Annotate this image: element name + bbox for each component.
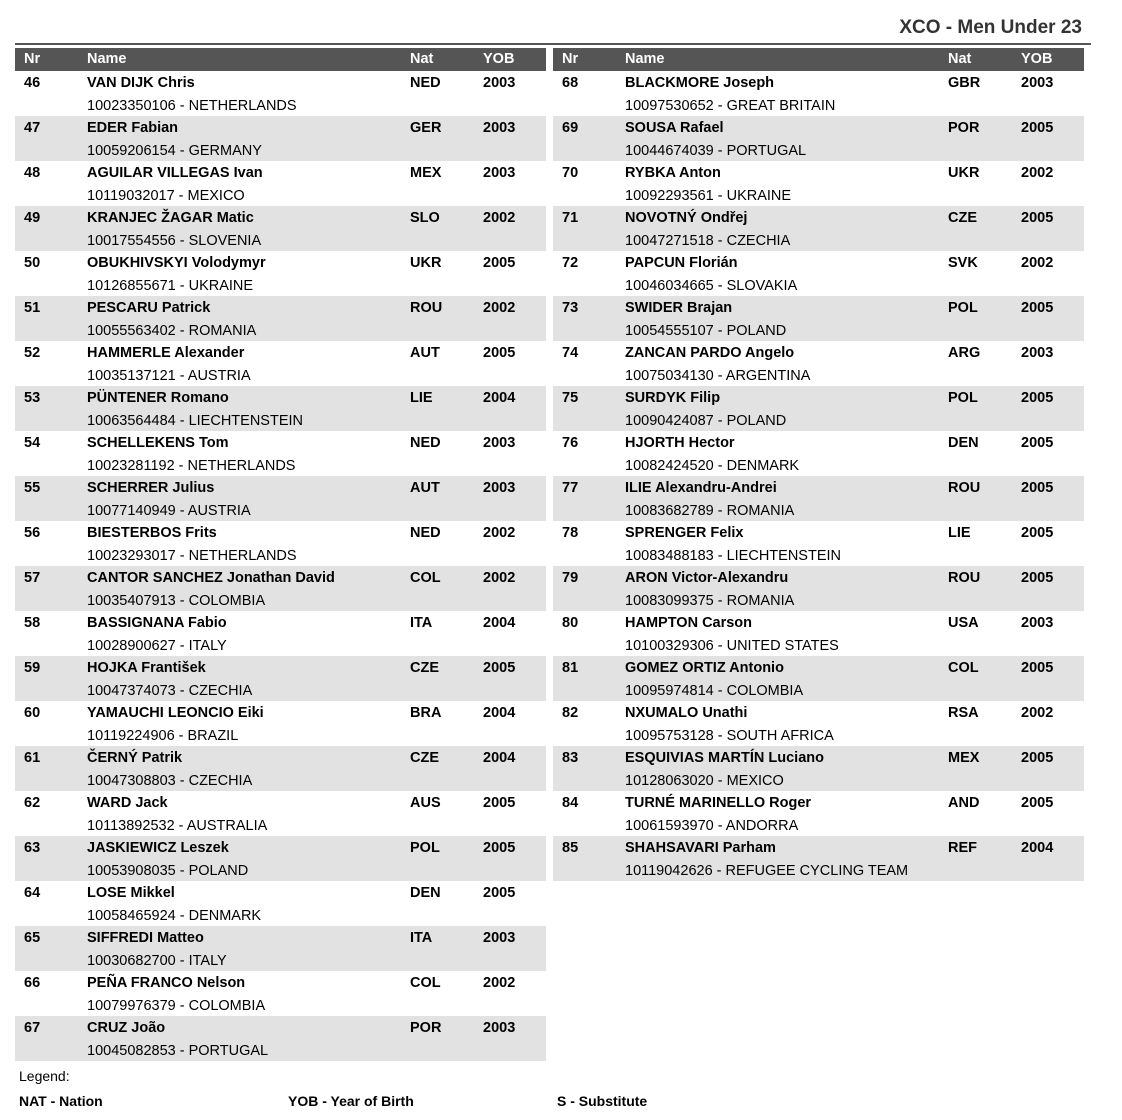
rider-number: 46 [24, 75, 41, 91]
rider-uci-id: 10017554556 - SLOVENIA [87, 233, 262, 249]
rider-name: ZANCAN PARDO Angelo [625, 345, 795, 361]
rider-yob: 2004 [1021, 840, 1054, 856]
rider-yob: 2003 [483, 165, 516, 181]
header-yob: YOB [483, 51, 515, 67]
rider-number: 81 [562, 660, 579, 676]
rider-name: HOJKA František [87, 660, 206, 676]
rider-name: ARON Victor-Alexandru [625, 570, 789, 586]
rider-nation: MEX [410, 165, 442, 181]
rider-name: GOMEZ ORTIZ Antonio [625, 660, 784, 676]
table-row [553, 206, 1084, 251]
rider-yob: 2002 [1021, 705, 1054, 721]
rider-yob: 2005 [1021, 525, 1054, 541]
rider-number: 59 [24, 660, 41, 676]
rider-yob: 2005 [1021, 660, 1054, 676]
rider-nation: RSA [948, 705, 979, 721]
rider-uci-id: 10044674039 - PORTUGAL [625, 143, 807, 159]
table-body [553, 71, 1084, 881]
table-row [553, 611, 1084, 656]
table-row [15, 926, 546, 971]
header-nr: Nr [562, 51, 579, 67]
rider-number: 72 [562, 255, 579, 271]
rider-nation: AUT [410, 480, 440, 496]
title-rule [15, 43, 1091, 45]
rider-number: 50 [24, 255, 41, 271]
rider-name: HAMPTON Carson [625, 615, 753, 631]
rider-name: HAMMERLE Alexander [87, 345, 245, 361]
table-row [553, 566, 1084, 611]
table-row [553, 476, 1084, 521]
rider-name: SHAHSAVARI Parham [625, 840, 776, 856]
rider-nation: CZE [410, 750, 439, 766]
table-header [15, 48, 546, 71]
table-row [15, 656, 546, 701]
table-row [15, 971, 546, 1016]
legend-item-yob: YOB - Year of Birth [288, 1093, 414, 1109]
rider-name: YAMAUCHI LEONCIO Eiki [87, 705, 264, 721]
table-row [553, 296, 1084, 341]
rider-name: BASSIGNANA Fabio [87, 615, 227, 631]
rider-number: 48 [24, 165, 41, 181]
rider-nation: GBR [948, 75, 981, 91]
table-row [15, 251, 546, 296]
rider-uci-id: 10035407913 - COLOMBIA [87, 593, 266, 609]
table-row [15, 836, 546, 881]
table-row [15, 611, 546, 656]
table-row [15, 386, 546, 431]
rider-name: EDER Fabian [87, 120, 179, 136]
rider-name: KRANJEC ŽAGAR Matic [87, 210, 254, 226]
rider-uci-id: 10023293017 - NETHERLANDS [87, 548, 297, 564]
rider-yob: 2002 [483, 525, 516, 541]
rider-nation: AUT [410, 345, 440, 361]
table-row [553, 71, 1084, 116]
rider-uci-id: 10090424087 - POLAND [625, 413, 787, 429]
rider-uci-id: 10083682789 - ROMANIA [625, 503, 795, 519]
rider-yob: 2005 [1021, 210, 1054, 226]
table-row [15, 701, 546, 746]
rider-number: 69 [562, 120, 579, 136]
rider-number: 52 [24, 345, 41, 361]
table-row [15, 116, 546, 161]
rider-yob: 2002 [483, 570, 516, 586]
rider-number: 80 [562, 615, 579, 631]
rider-nation: COL [410, 975, 441, 991]
rider-name: NOVOTNÝ Ondřej [625, 210, 748, 226]
rider-uci-id: 10097530652 - GREAT BRITAIN [625, 98, 836, 114]
rider-uci-id: 10023350106 - NETHERLANDS [87, 98, 297, 114]
table-row [15, 881, 546, 926]
header-nr: Nr [24, 51, 41, 67]
rider-nation: AND [948, 795, 980, 811]
rider-name: SCHERRER Julius [87, 480, 215, 496]
rider-uci-id: 10047374073 - CZECHIA [87, 683, 253, 699]
rider-yob: 2003 [483, 480, 516, 496]
rider-yob: 2003 [483, 930, 516, 946]
table-row [553, 791, 1084, 836]
rider-name: BIESTERBOS Frits [87, 525, 217, 541]
rider-number: 77 [562, 480, 579, 496]
rider-number: 85 [562, 840, 579, 856]
rider-yob: 2005 [1021, 750, 1054, 766]
rider-yob: 2004 [483, 390, 516, 406]
table-row [553, 521, 1084, 566]
rider-nation: POL [948, 300, 978, 316]
rider-nation: ROU [948, 570, 981, 586]
rider-name: NXUMALO Unathi [625, 705, 748, 721]
rider-yob: 2005 [1021, 300, 1054, 316]
table-row [15, 476, 546, 521]
rider-yob: 2005 [1021, 120, 1054, 136]
rider-yob: 2005 [483, 345, 516, 361]
rider-uci-id: 10030682700 - ITALY [87, 953, 227, 969]
header-nat: Nat [410, 51, 434, 67]
rider-uci-id: 10119032017 - MEXICO [87, 188, 245, 204]
rider-yob: 2003 [483, 435, 516, 451]
rider-yob: 2003 [1021, 75, 1054, 91]
rider-nation: MEX [948, 750, 980, 766]
rider-number: 64 [24, 885, 41, 901]
header-nat: Nat [948, 51, 972, 67]
rider-yob: 2002 [1021, 255, 1054, 271]
rider-uci-id: 10095753128 - SOUTH AFRICA [625, 728, 834, 744]
rider-nation: COL [410, 570, 441, 586]
rider-uci-id: 10035137121 - AUSTRIA [87, 368, 251, 384]
rider-number: 70 [562, 165, 579, 181]
rider-name: CRUZ João [87, 1020, 166, 1036]
rider-name: TURNÉ MARINELLO Roger [625, 795, 812, 811]
rider-uci-id: 10047308803 - CZECHIA [87, 773, 253, 789]
rider-uci-id: 10128063020 - MEXICO [625, 773, 784, 789]
rider-uci-id: 10113892532 - AUSTRALIA [87, 818, 268, 834]
rider-name: HJORTH Hector [625, 435, 735, 451]
rider-nation: POL [410, 840, 440, 856]
rider-uci-id: 10119224906 - BRAZIL [87, 728, 239, 744]
rider-name: SCHELLEKENS Tom [87, 435, 229, 451]
rider-name: SOUSA Rafael [625, 120, 724, 136]
rider-number: 53 [24, 390, 41, 406]
table-row [15, 1016, 546, 1061]
rider-uci-id: 10055563402 - ROMANIA [87, 323, 257, 339]
table-body [15, 71, 546, 1061]
rider-uci-id: 10119042626 - REFUGEE CYCLING TEAM [625, 863, 909, 879]
rider-number: 84 [562, 795, 579, 811]
rider-number: 57 [24, 570, 41, 586]
rider-nation: USA [948, 615, 979, 631]
table-row [553, 386, 1084, 431]
legend-item-substitute: S - Substitute [557, 1093, 648, 1109]
legend-item-nation: NAT - Nation [19, 1093, 103, 1109]
rider-name: JASKIEWICZ Leszek [87, 840, 229, 856]
table-row [15, 296, 546, 341]
rider-number: 68 [562, 75, 579, 91]
rider-uci-id: 10059206154 - GERMANY [87, 143, 262, 159]
rider-yob: 2003 [1021, 345, 1054, 361]
table-row [15, 71, 546, 116]
rider-uci-id: 10095974814 - COLOMBIA [625, 683, 804, 699]
rider-number: 71 [562, 210, 579, 226]
rider-name: SPRENGER Felix [625, 525, 744, 541]
table-row [553, 116, 1084, 161]
rider-uci-id: 10075034130 - ARGENTINA [625, 368, 811, 384]
rider-number: 76 [562, 435, 579, 451]
rider-name: SWIDER Brajan [625, 300, 733, 316]
rider-yob: 2004 [483, 750, 516, 766]
rider-uci-id: 10058465924 - DENMARK [87, 908, 262, 924]
rider-name: AGUILAR VILLEGAS Ivan [87, 165, 263, 181]
rider-yob: 2003 [1021, 615, 1054, 631]
rider-nation: ROU [948, 480, 981, 496]
table-header [553, 48, 1084, 71]
table-row [553, 341, 1084, 386]
rider-name: RYBKA Anton [625, 165, 721, 181]
rider-name: PÜNTENER Romano [87, 390, 229, 406]
rider-nation: AUS [410, 795, 441, 811]
table-row [553, 701, 1084, 746]
rider-nation: ROU [410, 300, 443, 316]
table-row [15, 341, 546, 386]
rider-yob: 2005 [483, 840, 516, 856]
rider-uci-id: 10063564484 - LIECHTENSTEIN [87, 413, 303, 429]
rider-yob: 2005 [1021, 390, 1054, 406]
rider-yob: 2002 [1021, 165, 1054, 181]
rider-number: 62 [24, 795, 41, 811]
page-title: XCO - Men Under 23 [899, 17, 1082, 38]
rider-number: 67 [24, 1020, 41, 1036]
table-row [553, 656, 1084, 701]
table-row [15, 791, 546, 836]
rider-nation: CZE [948, 210, 977, 226]
rider-yob: 2005 [1021, 795, 1054, 811]
rider-number: 83 [562, 750, 579, 766]
rider-uci-id: 10077140949 - AUSTRIA [87, 503, 251, 519]
rider-number: 58 [24, 615, 41, 631]
rider-nation: POR [948, 120, 980, 136]
rider-nation: DEN [410, 885, 441, 901]
rider-uci-id: 10083488183 - LIECHTENSTEIN [625, 548, 841, 564]
rider-nation: UKR [410, 255, 442, 271]
table-row [15, 161, 546, 206]
rider-number: 78 [562, 525, 579, 541]
rider-nation: NED [410, 75, 441, 91]
rider-yob: 2002 [483, 975, 516, 991]
rider-yob: 2005 [1021, 480, 1054, 496]
rider-yob: 2002 [483, 300, 516, 316]
rider-yob: 2005 [1021, 435, 1054, 451]
rider-name: LOSE Mikkel [87, 885, 175, 901]
rider-yob: 2002 [483, 210, 516, 226]
rider-number: 63 [24, 840, 41, 856]
rider-name: PAPCUN Florián [625, 255, 738, 271]
rider-uci-id: 10053908035 - POLAND [87, 863, 249, 879]
rider-uci-id: 10028900627 - ITALY [87, 638, 227, 654]
rider-nation: NED [410, 435, 441, 451]
rider-name: SURDYK Filip [625, 390, 721, 406]
rider-yob: 2005 [483, 795, 516, 811]
rider-number: 82 [562, 705, 579, 721]
rider-uci-id: 10061593970 - ANDORRA [625, 818, 799, 834]
rider-nation: CZE [410, 660, 439, 676]
rider-nation: REF [948, 840, 977, 856]
table-row [15, 566, 546, 611]
rider-number: 79 [562, 570, 579, 586]
rider-uci-id: 10126855671 - UKRAINE [87, 278, 254, 294]
rider-nation: SVK [948, 255, 978, 271]
rider-yob: 2003 [483, 120, 516, 136]
rider-nation: LIE [410, 390, 433, 406]
rider-yob: 2005 [1021, 570, 1054, 586]
legend-title: Legend: [19, 1068, 70, 1084]
rider-table-right [553, 48, 1084, 881]
rider-name: PEÑA FRANCO Nelson [87, 975, 246, 991]
rider-number: 51 [24, 300, 41, 316]
rider-number: 73 [562, 300, 579, 316]
rider-uci-id: 10054555107 - POLAND [625, 323, 787, 339]
rider-yob: 2004 [483, 705, 516, 721]
table-row [553, 836, 1084, 881]
rider-number: 60 [24, 705, 41, 721]
rider-yob: 2005 [483, 660, 516, 676]
table-row [553, 746, 1084, 791]
rider-nation: UKR [948, 165, 980, 181]
header-name: Name [87, 51, 127, 67]
rider-number: 66 [24, 975, 41, 991]
rider-nation: POR [410, 1020, 442, 1036]
rider-uci-id: 10023281192 - NETHERLANDS [87, 458, 296, 474]
rider-yob: 2003 [483, 1020, 516, 1036]
rider-nation: COL [948, 660, 979, 676]
table-row [553, 251, 1084, 296]
rider-uci-id: 10083099375 - ROMANIA [625, 593, 795, 609]
rider-name: ESQUIVIAS MARTÍN Luciano [625, 750, 824, 766]
rider-uci-id: 10046034665 - SLOVAKIA [625, 278, 798, 294]
rider-nation: ITA [410, 930, 433, 946]
rider-nation: NED [410, 525, 441, 541]
rider-nation: BRA [410, 705, 442, 721]
table-row [15, 521, 546, 566]
table-row [15, 431, 546, 476]
rider-yob: 2005 [483, 255, 516, 271]
rider-uci-id: 10082424520 - DENMARK [625, 458, 800, 474]
rider-number: 47 [24, 120, 41, 136]
rider-name: WARD Jack [87, 795, 168, 811]
rider-yob: 2004 [483, 615, 516, 631]
rider-table-left [15, 48, 546, 1061]
rider-name: ILIE Alexandru-Andrei [625, 480, 777, 496]
rider-yob: 2005 [483, 885, 516, 901]
rider-nation: ARG [948, 345, 981, 361]
rider-nation: SLO [410, 210, 440, 226]
rider-name: OBUKHIVSKYI Volodymyr [87, 255, 266, 271]
rider-name: SIFFREDI Matteo [87, 930, 204, 946]
rider-number: 56 [24, 525, 41, 541]
rider-number: 61 [24, 750, 41, 766]
rider-number: 54 [24, 435, 41, 451]
table-row [553, 431, 1084, 476]
header-yob: YOB [1021, 51, 1053, 67]
rider-uci-id: 10079976379 - COLOMBIA [87, 998, 266, 1014]
rider-number: 75 [562, 390, 579, 406]
table-row [15, 206, 546, 251]
rider-nation: LIE [948, 525, 971, 541]
rider-number: 65 [24, 930, 41, 946]
rider-number: 74 [562, 345, 579, 361]
rider-uci-id: 10092293561 - UKRAINE [625, 188, 792, 204]
rider-nation: GER [410, 120, 442, 136]
rider-name: PESCARU Patrick [87, 300, 211, 316]
rider-name: CANTOR SANCHEZ Jonathan David [87, 570, 335, 586]
rider-name: ČERNÝ Patrik [87, 750, 183, 766]
rider-uci-id: 10047271518 - CZECHIA [625, 233, 791, 249]
rider-uci-id: 10100329306 - UNITED STATES [625, 638, 839, 654]
rider-nation: POL [948, 390, 978, 406]
table-row [553, 161, 1084, 206]
rider-name: VAN DIJK Chris [87, 75, 195, 91]
rider-uci-id: 10045082853 - PORTUGAL [87, 1043, 269, 1059]
rider-name: BLACKMORE Joseph [625, 75, 775, 91]
rider-number: 49 [24, 210, 41, 226]
header-name: Name [625, 51, 665, 67]
rider-yob: 2003 [483, 75, 516, 91]
rider-number: 55 [24, 480, 41, 496]
rider-nation: DEN [948, 435, 979, 451]
table-row [15, 746, 546, 791]
rider-nation: ITA [410, 615, 433, 631]
